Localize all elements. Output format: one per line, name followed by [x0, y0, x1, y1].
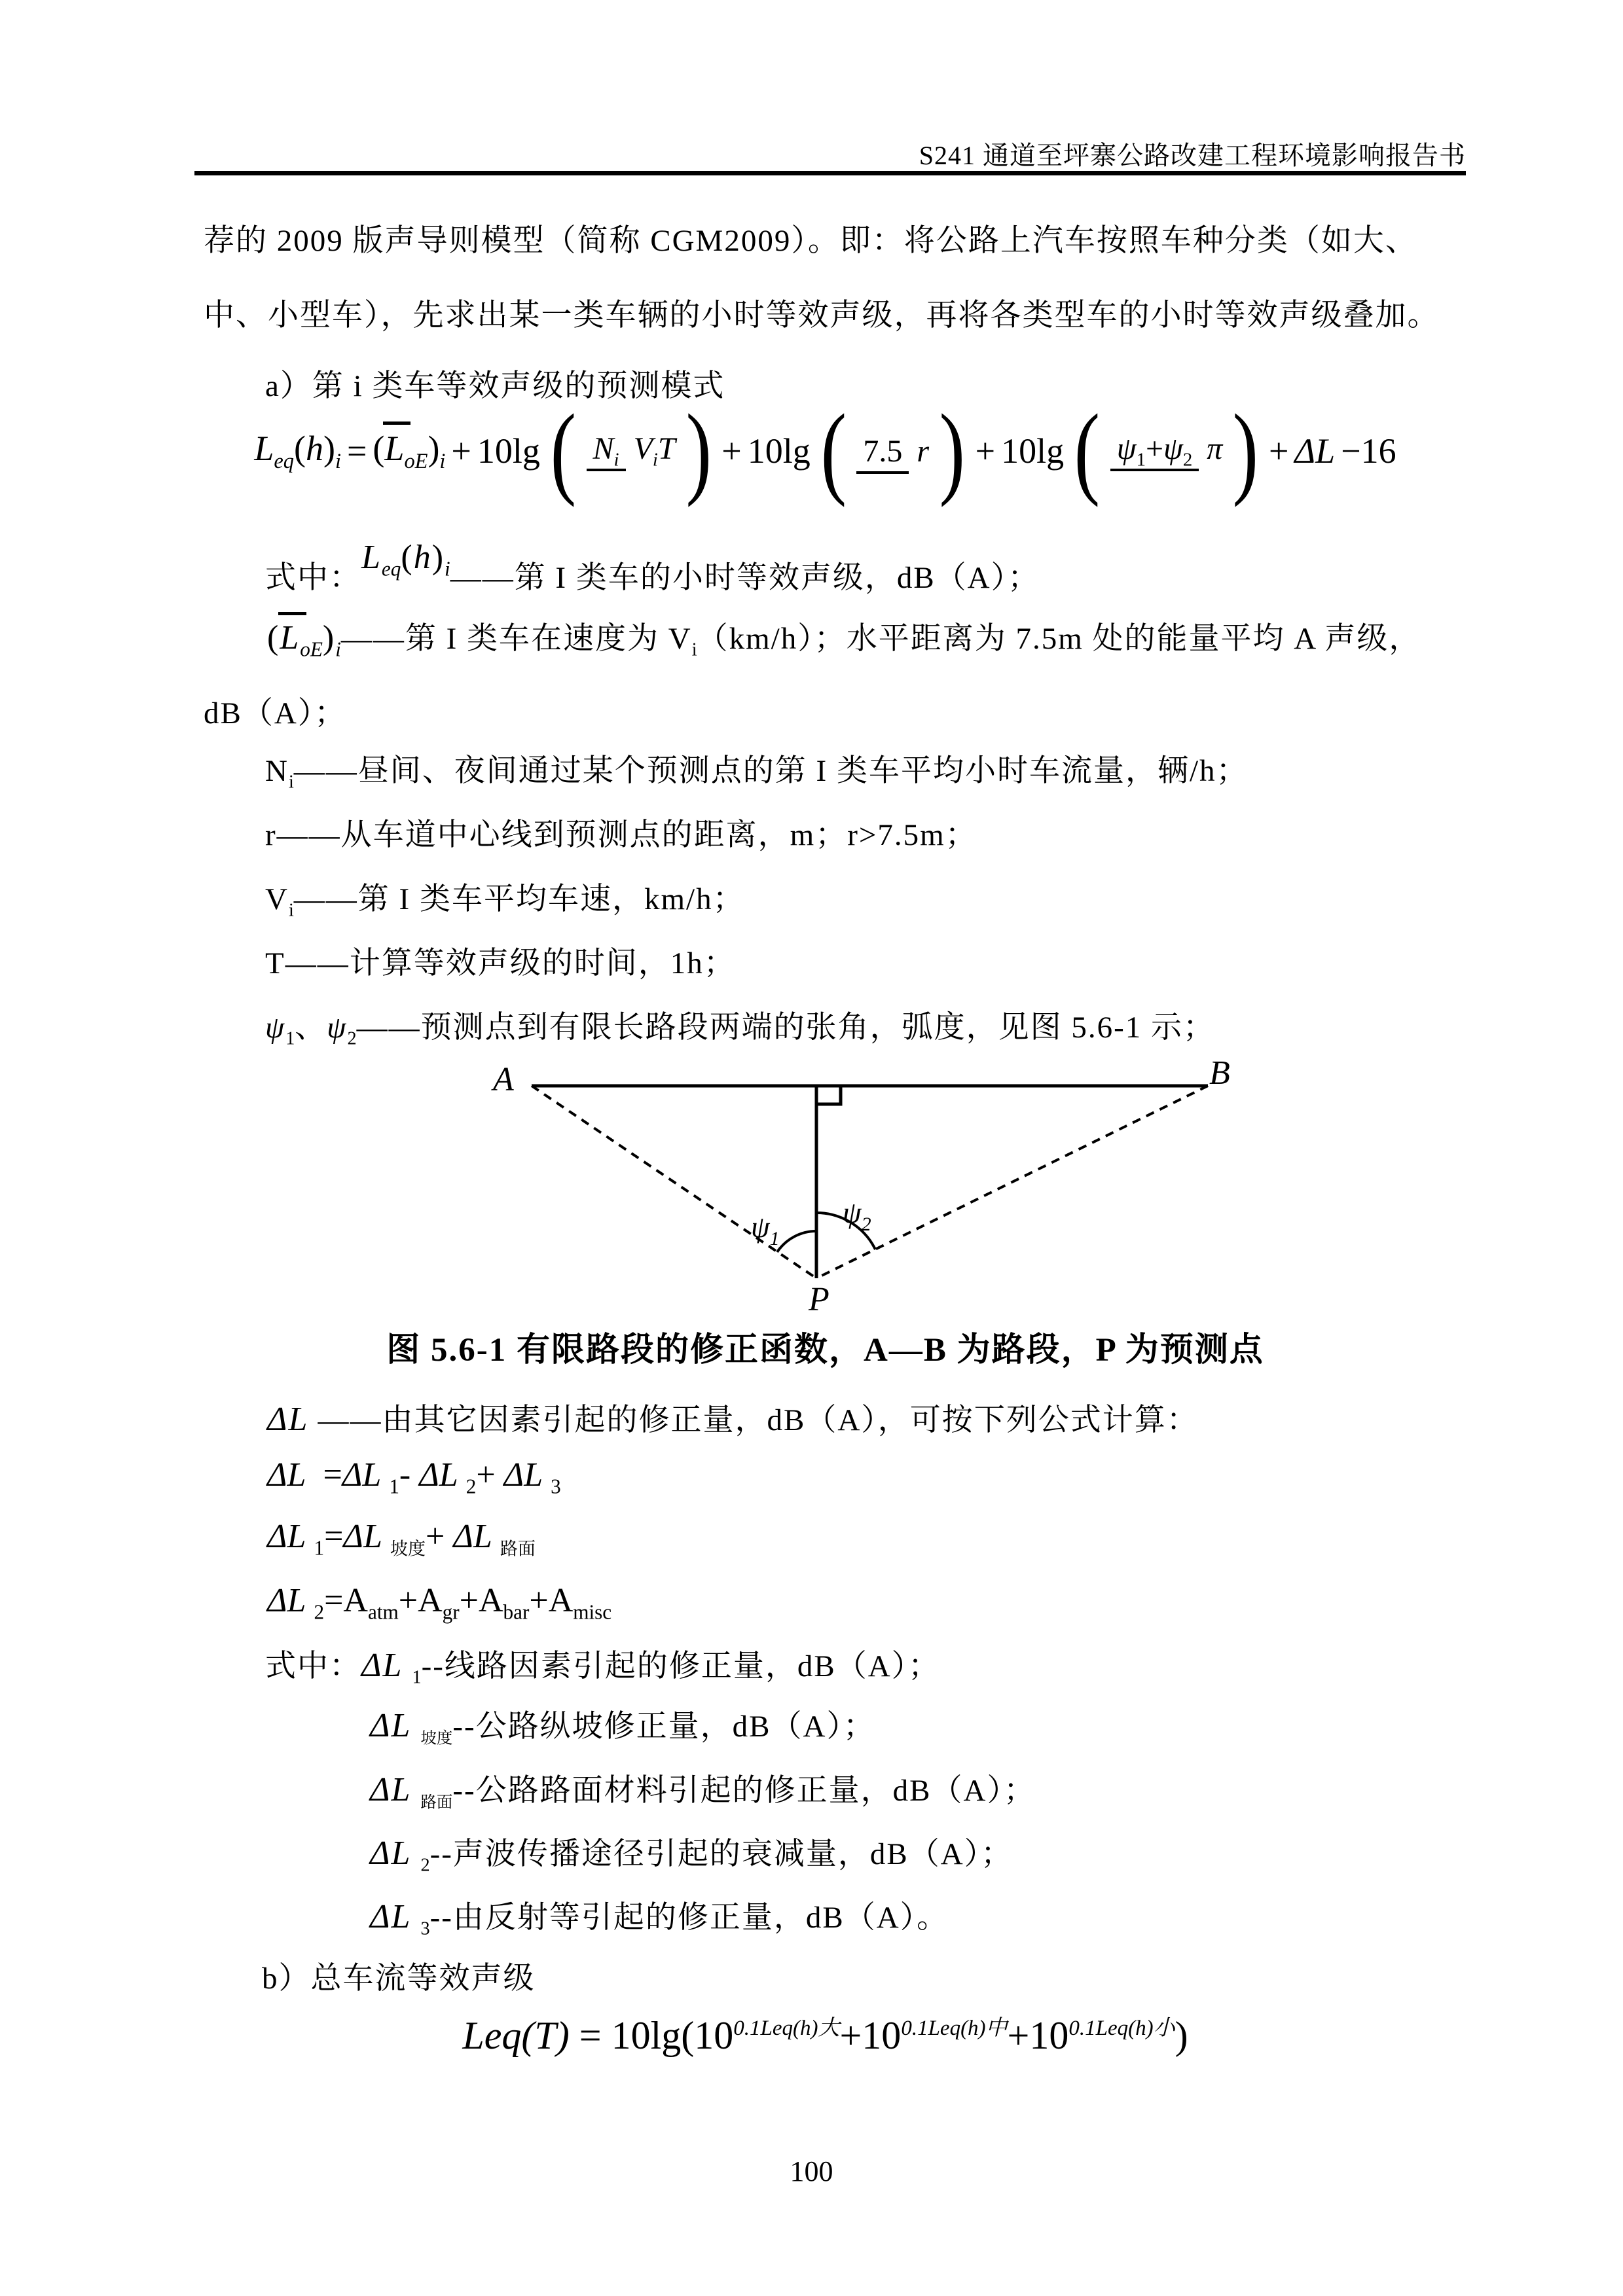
log-term-3: 10lg [1001, 431, 1065, 471]
header-rule [194, 171, 1466, 175]
plus-operator: + [975, 431, 996, 471]
plus-operator: + [451, 431, 471, 471]
plus-operator: + [1268, 431, 1289, 471]
equals-sign: = [569, 2014, 611, 2057]
plus-operator: + [721, 431, 742, 471]
formula-total [204, 2011, 1447, 2058]
fraction-distance: 7.5 r [856, 433, 929, 469]
where-label: 式中： [265, 561, 361, 595]
paragraph-line-1: 荐的 2009 版声导则模型（简称 CGM2009）。即：将公路上汽车按照车种分类（如大、 [204, 224, 1417, 258]
section-a-heading: a）第 i 类车等效声级的预测模式 [265, 369, 725, 403]
angle-label-psi2: $\psi_2$ [843, 1196, 871, 1235]
left-paren: ( [550, 393, 576, 508]
delta-l-intro: ΔL ——由其它因素引起的修正量，dB（A），可按下列公式计算： [267, 1401, 1199, 1438]
log-term-1: 10lg [477, 431, 540, 471]
loe-definition-continuation: dB（A）； [204, 696, 347, 730]
dl-def-slope: ΔL $_{坡度}$--公路纵坡修正量，dB（A）； [370, 1707, 875, 1748]
where-clause-2: 式中：ΔL $_1$--线路因素引起的修正量，dB（A）； [265, 1647, 941, 1688]
page-number: 100 [790, 2155, 833, 2187]
fraction-traffic: $N_i$ $V_iT$ [587, 431, 676, 471]
right-paren: ) [939, 393, 966, 508]
definition-text: ——第 I 类车的小时等效声级，dB（A）； [450, 561, 1040, 595]
definition-text: ——第 I 类车在速度为 V [340, 622, 692, 656]
formula-total-arg: (T) [521, 2014, 570, 2057]
dl-def-propagation: ΔL $_2$--声波传播途径引起的衰减量，dB（A）； [370, 1835, 1013, 1876]
left-paren: ( [820, 393, 847, 508]
angle-label-psi1: $\psi_1$ [751, 1210, 780, 1249]
dl-def-pavement: ΔL $_{路面}$--公路路面材料引起的修正量，dB（A）； [370, 1771, 1036, 1812]
plus-ten: +10 [1007, 2014, 1069, 2057]
log-term-2: 10lg [747, 431, 811, 471]
right-paren: ) [685, 393, 712, 508]
formula-total-lhs: Leq [462, 2014, 522, 2057]
loe-definition-line [267, 614, 1421, 661]
figure-caption: 图 5.6-1 有限路段的修正函数，A—B 为路段，P 为预测点 [386, 1332, 1264, 1369]
definition-row-r: r——从车道中心线到预测点的距离，m；r>7.5m； [265, 818, 977, 852]
diagram-label-p: P [809, 1281, 830, 1318]
formula-main [204, 393, 1447, 519]
exponent-medium: 0.1Leq(h)中 [901, 2017, 1008, 2040]
right-paren: ) [1232, 393, 1259, 508]
definition-row-vi: $V_i——$第 I 类车平均车速，km/h； [265, 882, 745, 921]
formula-dl1: ΔL $_1$=ΔL $_{坡度}$+ ΔL $_{路面}$ [267, 1518, 536, 1560]
equals-sign: = [346, 431, 367, 471]
exponent-small: 0.1Leq(h)小 [1068, 2017, 1175, 2040]
close-paren: ) [1175, 2014, 1188, 2057]
definition-text: （km/h）；水平距离为 7.5m 处的能量平均 A 声级， [697, 622, 1421, 656]
plus-ten: +10 [839, 2014, 902, 2057]
definition-row-psi: $\psi_1$、$\psi_2——$预测点到有限长路段两端的张角，弧度，见图 5.6-1 示； [265, 1011, 1215, 1049]
figure-diagram [481, 1041, 1234, 1322]
exponent-large: 0.1Leq(h)大 [733, 2017, 840, 2040]
log-base: 10lg(10 [611, 2014, 734, 2057]
inline-formula-leqh: $L_{eq}(h)_i$ [361, 539, 450, 581]
fraction-angle: $\psi_1+\psi_2$ π [1110, 431, 1223, 471]
where-clause-1 [265, 539, 1040, 600]
v-subscript: i [691, 639, 697, 660]
angle-arc-psi1 [777, 1231, 816, 1252]
formula-main-lhs: $L_{eq}(h)_i$ [254, 429, 341, 473]
inline-formula-loe: $(L_{oE})_i$ [267, 619, 341, 661]
definition-row-ni: $N_i——$昼间、夜间通过某个预测点的第 I 类车平均小时车流量，辆/h； [265, 754, 1249, 793]
diagram-label-a: A [493, 1061, 514, 1098]
formula-dl-sum: ΔL =ΔL $_1$- ΔL $_2$+ ΔL $_3$ [267, 1456, 561, 1498]
left-paren: ( [1074, 393, 1101, 508]
formula-dl2: ΔL $_2=A_{atm}+A_{gr}+A_{bar}+A_{misc}$ [267, 1582, 612, 1624]
diagram-label-b: B [1209, 1054, 1230, 1092]
paragraph-line-2: 中、小型车），先求出某一类车辆的小时等效声级，再将各类型车的小时等效声级叠加。 [204, 298, 1440, 332]
right-angle-marker [816, 1087, 841, 1104]
delta-l-term: ΔL [1294, 431, 1336, 471]
definition-row-t: T——计算等效声级的时间，1h； [265, 946, 736, 980]
section-b-heading: b）总车流等效声级 [262, 1962, 536, 1996]
constant-term: −16 [1341, 431, 1396, 471]
header-title: S241 通道至坪寨公路改建工程环境影响报告书 [919, 141, 1466, 170]
dl-def-reflection: ΔL $_3$--由反射等引起的修正量，dB（A）。 [370, 1898, 949, 1939]
formula-main-loe: $(L_{oE})_i$ [373, 429, 446, 473]
